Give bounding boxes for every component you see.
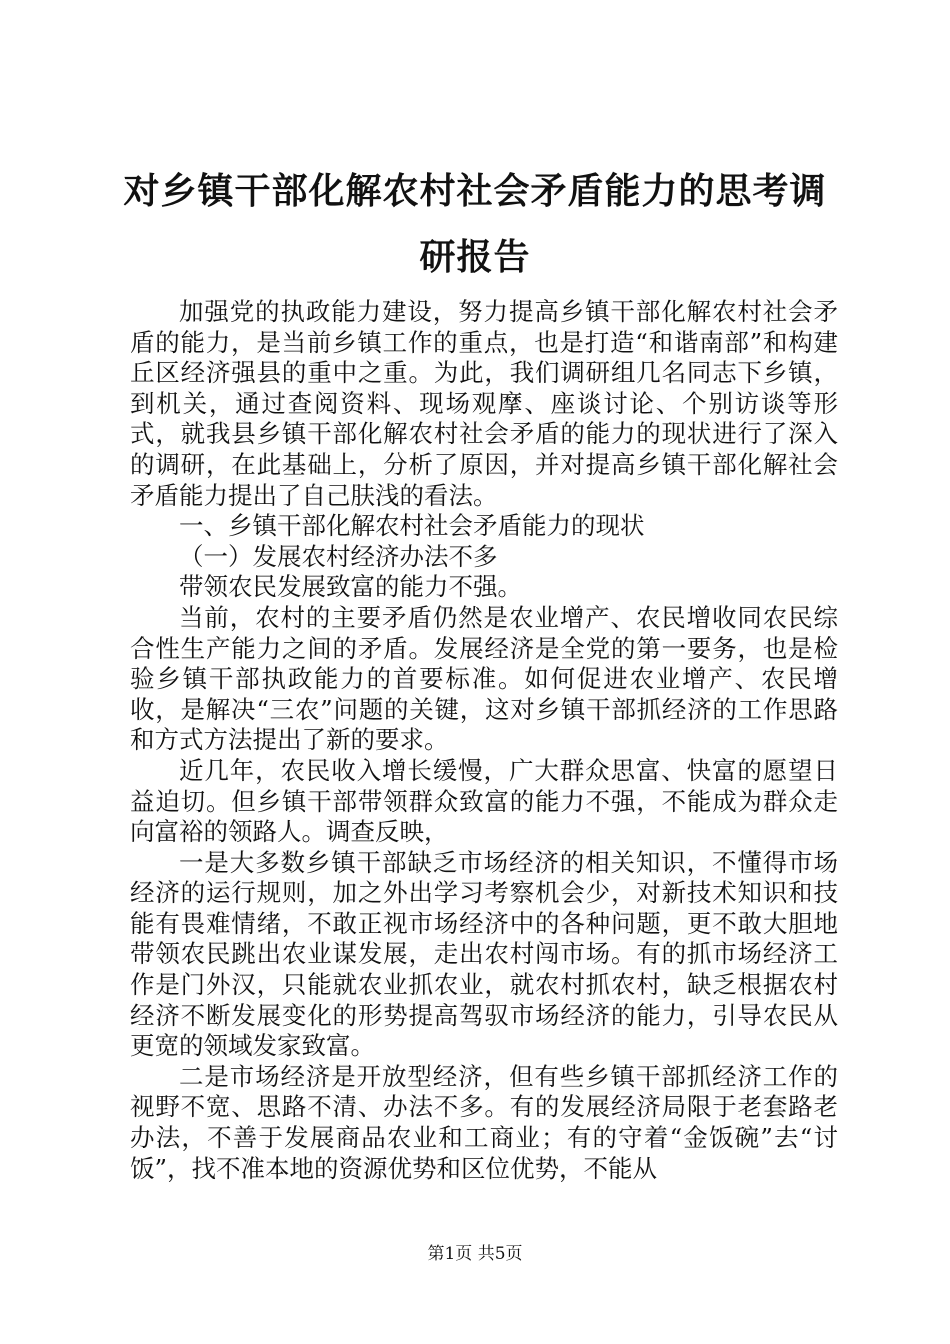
- paragraph-recent-years: 近几年，农民收入增长缓慢，广大群众思富、快富的愿望日益迫切。但乡镇干部带领群众致富的能力不强，不能成为群众走向富裕的领路人。调查反映，: [130, 755, 838, 847]
- paragraph-point-two: 二是市场经济是开放型经济，但有些乡镇干部抓经济工作的视野不宽、思路不清、办法不多。有的发展经济局限于老套路老办法，不善于发展商品农业和工商业；有的守着“金饭碗”去“讨饭”，找不准本地的资源优势和区位优势，不能从: [130, 1061, 838, 1183]
- page-footer: 第1页 共5页: [427, 1244, 523, 1264]
- paragraph-point-one: 一是大多数乡镇干部缺乏市场经济的相关知识，不懂得市场经济的运行规则，加之外出学习考察机会少，对新技术知识和技能有畏难情绪，不敢正视市场经济中的各种问题，更不敢大胆地带领农民跳出农业谋发展，走出农村闯市场。有的抓市场经济工作是门外汉，只能就农业抓农业，就农村抓农村，缺乏根据农村经济不断发展变化的形势提高驾驭市场经济的能力，引导农民从更宽的领域发家致富。: [130, 847, 838, 1061]
- document-body: [130, 297, 838, 1184]
- paragraph-summary: 带领农民发展致富的能力不强。: [179, 572, 522, 602]
- paragraph-intro: 加强党的执政能力建设，努力提高乡镇干部化解农村社会矛盾的能力，是当前乡镇工作的重点，也是打造“和谐南部”和构建丘区经济强县的重中之重。为此，我们调研组几名同志下乡镇，到机关，通过查阅资料、现场观摩、座谈讨论、个别访谈等形式，就我县乡镇干部化解农村社会矛盾的能力的现状进行了深入的调研，在此基础上，分析了原因，并对提高乡镇干部化解社会矛盾能力提出了自己肤浅的看法。: [130, 297, 838, 510]
- section-heading-1: 一、乡镇干部化解农村社会矛盾能力的现状: [179, 511, 645, 541]
- subsection-heading-1: （一）发展农村经济办法不多: [179, 541, 498, 571]
- document-title: 对乡镇干部化解农村社会矛盾能力的思考调研报告: [123, 170, 827, 278]
- paragraph-current-situation: 当前，农村的主要矛盾仍然是农业增产、农民增收同农民综合性生产能力之间的矛盾。发展经济是全党的第一要务，也是检验乡镇干部执政能力的首要标准。如何促进农业增产、农民增收，是解决“三农”问题的关键，这对乡镇干部抓经济的工作思路和方式方法提出了新的要求。: [130, 602, 838, 755]
